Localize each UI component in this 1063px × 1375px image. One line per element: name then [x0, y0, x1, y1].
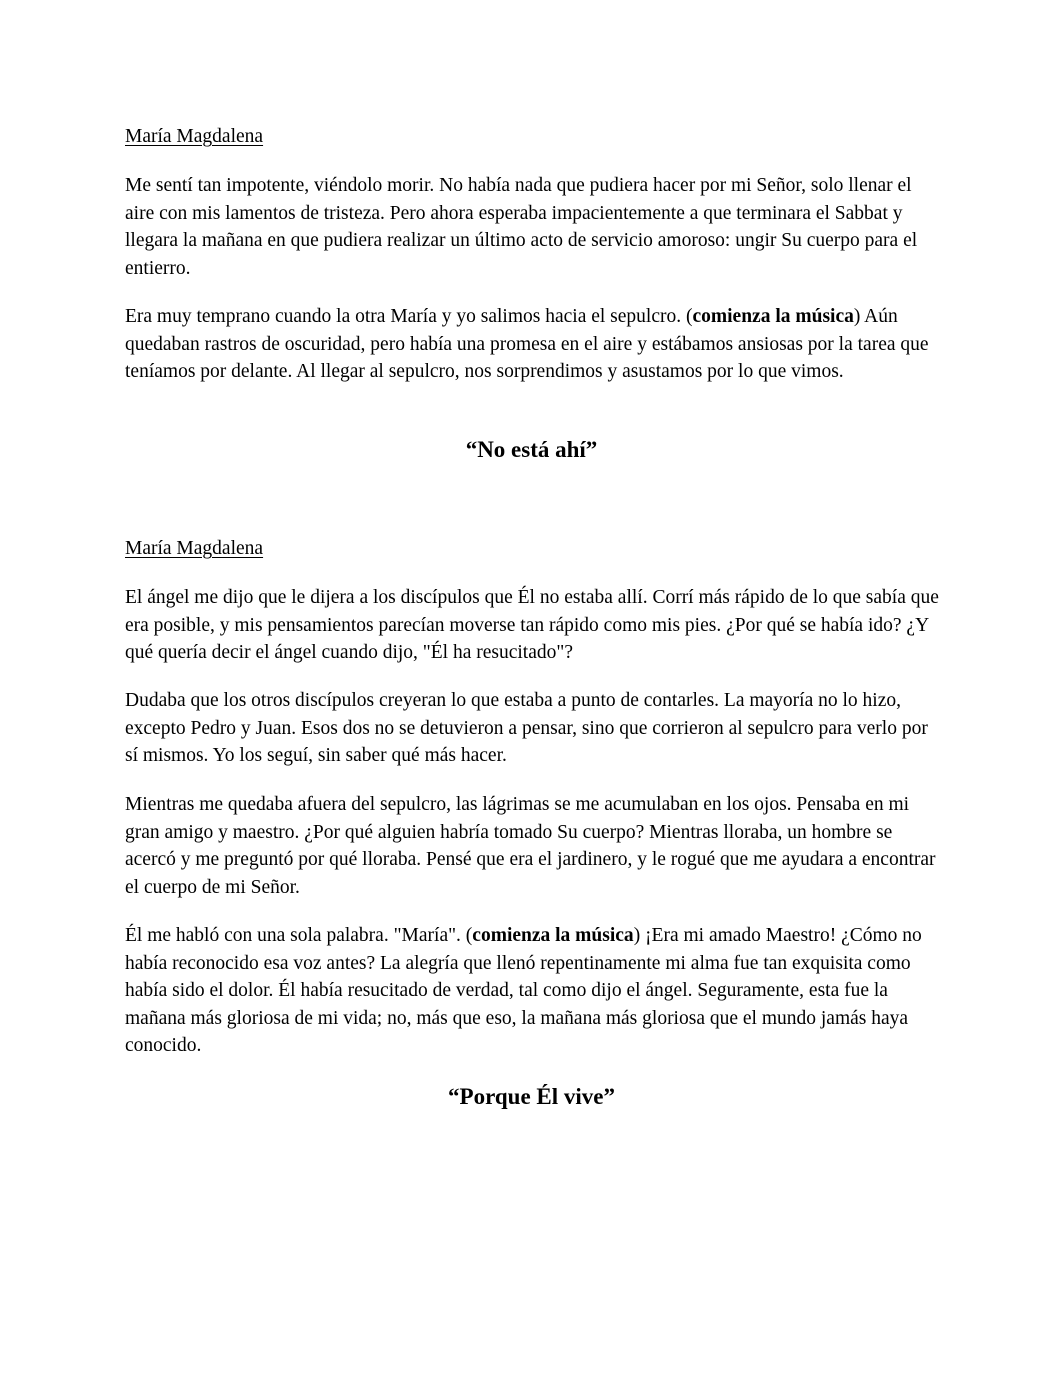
paragraph-6-text-b: ) ¡Era mi amado Maestro! ¿Cómo no había reconocido esa voz antes? La alegría que llenó repentinamente mi alma fue tan exquisita como había sido el dolor. Él había resucitado de verdad, tal como dijo el ángel. Seguramente, esta fue la mañana más gloriosa de mi vida; no, más que eso, la mañana más gloriosa que el mundo jamás haya conocido.	[125, 925, 922, 1056]
paragraph-1: Me sentí tan impotente, viéndolo morir. No había nada que pudiera hacer por mi Señor, solo llenar el aire con mis lamentos de tristeza. Pero ahora esperaba impacientemente a que terminara el Sabbat y llegara la mañana en que pudiera realizar un último acto de servicio amoroso: ungir Su cuerpo para el entierro.	[125, 175, 918, 279]
paragraph-4: Dudaba que los otros discípulos creyeran lo que estaba a punto de contarles. La mayoría no lo hizo, excepto Pedro y Juan. Esos dos no se detuvieron a pensar, sino que corrieron al sepulcro para verlo por sí mismos. Yo los seguí, sin saber qué más hacer.	[125, 690, 928, 766]
paragraph-2-text-a: Era muy temprano cuando la otra María y yo salimos hacia el sepulcro. (	[125, 306, 693, 327]
song-title-1: “No está ahí”	[465, 437, 598, 462]
music-cue: comienza la música	[692, 306, 854, 327]
paragraph-5: Mientras me quedaba afuera del sepulcro, las lágrimas se me acumulaban en los ojos. Pensaba en mi gran amigo y maestro. ¿Por qué alguien habría tomado Su cuerpo? Mientras lloraba, un hombre se acercó y me preguntó por qué lloraba. Pensé que era el jardinero, y le rogué que me ayudara a encontrar el cuerpo de mi Señor.	[125, 794, 936, 898]
paragraph-6	[125, 922, 940, 1060]
paragraph-2	[125, 303, 940, 386]
music-cue: comienza la música	[472, 925, 634, 946]
paragraph-3: El ángel me dijo que le dijera a los discípulos que Él no estaba allí. Corrí más rápido de lo que sabía que era posible, y mis pensamientos parecían moverse tan rápido como mis pies. ¿Por qué se había ido? ¿Y qué quería decir el ángel cuando dijo, "Él ha resucitado"?	[125, 587, 939, 663]
song-title-2: “Porque Él vive”	[448, 1084, 615, 1109]
speaker-name: María Magdalena	[125, 538, 264, 559]
paragraph-2-text-b: ) Aún quedaban rastros de oscuridad, pero había una promesa en el aire y estábamos ansiosas por la tarea que teníamos por delante. Al llegar al sepulcro, nos sorprendimos y asustamos por lo que vimos.	[125, 306, 929, 382]
speaker-heading-1	[125, 123, 940, 151]
speaker-name: María Magdalena	[125, 126, 264, 147]
speaker-heading-2	[125, 535, 940, 563]
paragraph-6-text-a: Él me habló con una sola palabra. "María". (	[125, 925, 473, 946]
